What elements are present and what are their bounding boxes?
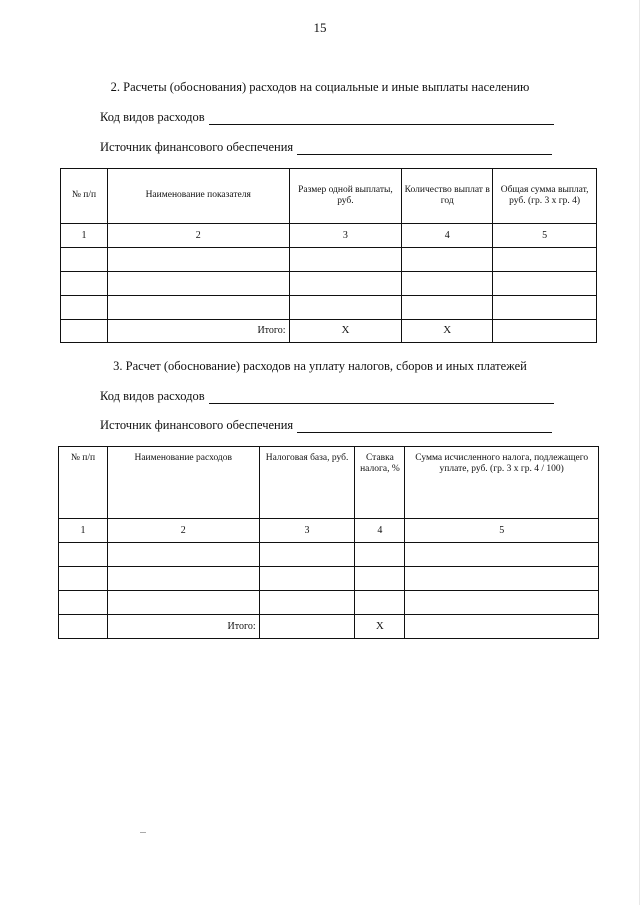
total-mark: X	[355, 615, 405, 639]
header-cell: Размер одной выплаты, руб.	[289, 169, 402, 224]
section3-code-field	[100, 389, 554, 404]
table-cell[interactable]	[107, 296, 289, 320]
column-number: 3	[289, 224, 402, 248]
table-cell[interactable]	[402, 248, 493, 272]
section2-code-field	[100, 110, 554, 125]
table-cell[interactable]	[107, 591, 259, 615]
column-number: 1	[61, 224, 108, 248]
table-cell[interactable]	[405, 591, 599, 615]
table-total-row	[61, 320, 597, 343]
section2-source-label: Источник финансового обеспечения	[100, 140, 294, 154]
total-tax-base-cell[interactable]	[259, 615, 355, 639]
table-row	[59, 543, 599, 567]
table-cell[interactable]	[405, 543, 599, 567]
total-amount-cell[interactable]	[493, 320, 597, 343]
total-amount-cell[interactable]	[405, 615, 599, 639]
total-label: Итого:	[107, 320, 289, 343]
column-number: 2	[107, 519, 259, 543]
table-cell	[61, 320, 108, 343]
table-header-row	[59, 447, 599, 519]
table-cell[interactable]	[493, 296, 597, 320]
table-cell[interactable]	[289, 272, 402, 296]
section3-code-label: Код видов расходов	[100, 389, 205, 403]
column-number: 4	[402, 224, 493, 248]
header-cell: Налоговая база, руб.	[259, 447, 355, 519]
table-cell[interactable]	[355, 567, 405, 591]
table-total-row	[59, 615, 599, 639]
table-cell[interactable]	[59, 543, 108, 567]
column-number: 1	[59, 519, 108, 543]
column-number: 5	[493, 224, 597, 248]
column-number: 3	[259, 519, 355, 543]
table-cell[interactable]	[259, 567, 355, 591]
table-row	[61, 272, 597, 296]
section3-source-label: Источник финансового обеспечения	[100, 418, 294, 432]
header-cell: Наименование показателя	[107, 169, 289, 224]
header-cell: № п/п	[59, 447, 108, 519]
section3-source-input-line[interactable]	[297, 420, 552, 433]
section2-source-input-line[interactable]	[297, 142, 552, 155]
table-cell[interactable]	[402, 272, 493, 296]
header-cell: Сумма исчисленного налога, подлежащего уплате, руб. (гр. 3 х гр. 4 / 100)	[405, 447, 599, 519]
table-cell	[59, 615, 108, 639]
table-row	[59, 567, 599, 591]
section3-code-input-line[interactable]	[209, 391, 554, 404]
table-cell[interactable]	[61, 272, 108, 296]
table-cell[interactable]	[61, 296, 108, 320]
header-cell: Количество выплат в год	[402, 169, 493, 224]
section3-source-field	[100, 418, 552, 433]
table-header-row	[61, 169, 597, 224]
total-label: Итого:	[107, 615, 259, 639]
table-cell[interactable]	[405, 567, 599, 591]
header-cell: Наименование расходов	[107, 447, 259, 519]
table-cell[interactable]	[493, 248, 597, 272]
column-number: 4	[355, 519, 405, 543]
table-cell[interactable]	[107, 272, 289, 296]
section2-title: 2. Расчеты (обоснования) расходов на социальные и иные выплаты населению	[110, 80, 530, 94]
total-mark: X	[289, 320, 402, 343]
table-cell[interactable]	[289, 296, 402, 320]
total-mark: X	[402, 320, 493, 343]
section3-title: 3. Расчет (обоснование) расходов на уплату налогов, сборов и иных платежей	[113, 359, 527, 373]
table-cell[interactable]	[289, 248, 402, 272]
table-cell[interactable]	[259, 591, 355, 615]
table-cell[interactable]	[355, 591, 405, 615]
header-cell: Общая сумма выплат, руб. (гр. 3 х гр. 4)	[493, 169, 597, 224]
table-cell[interactable]	[59, 591, 108, 615]
table-cell[interactable]	[355, 543, 405, 567]
page-number: 15	[313, 20, 327, 35]
table-row	[61, 248, 597, 272]
section2-source-field	[100, 140, 552, 155]
section2-code-input-line[interactable]	[209, 112, 554, 125]
table-cell[interactable]	[107, 248, 289, 272]
header-cell: № п/п	[61, 169, 108, 224]
table-row	[59, 591, 599, 615]
section2-code-label: Код видов расходов	[100, 110, 205, 124]
table-cell[interactable]	[107, 543, 259, 567]
section2-table	[60, 168, 597, 343]
scan-mark	[140, 832, 146, 833]
table-column-number-row	[59, 519, 599, 543]
header-cell: Ставка налога, %	[355, 447, 405, 519]
table-cell[interactable]	[107, 567, 259, 591]
table-cell[interactable]	[61, 248, 108, 272]
table-cell[interactable]	[493, 272, 597, 296]
table-row	[61, 296, 597, 320]
column-number: 5	[405, 519, 599, 543]
table-column-number-row	[61, 224, 597, 248]
table-cell[interactable]	[259, 543, 355, 567]
column-number: 2	[107, 224, 289, 248]
section3-table	[58, 446, 599, 639]
table-cell[interactable]	[59, 567, 108, 591]
table-cell[interactable]	[402, 296, 493, 320]
